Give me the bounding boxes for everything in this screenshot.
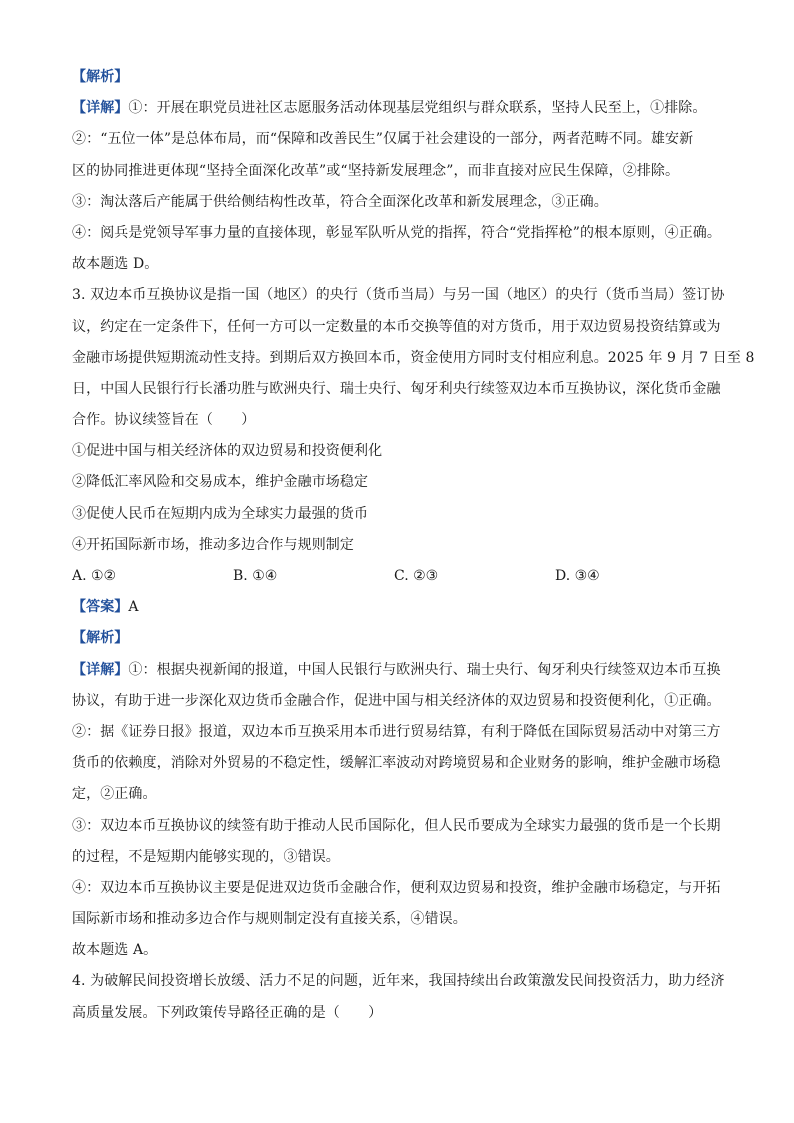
question-stem-line: 高质量发展。下列政策传导路径正确的是（ ）: [72, 1004, 383, 1021]
detail-line: ③：淘汰落后产能属于供给侧结构性改革，符合全面深化改革和新发展理念，③正确。: [72, 193, 608, 210]
detail-line: [72, 93, 732, 124]
question-stem-line: 4. 为破解民间投资增长放缓、活力不足的问题，近年来，我国持续出台政策激发民间投资活力，助力经济: [72, 973, 725, 990]
detail-line: ②：“五位一体”是总体布局，而“保障和改善民生”仅属于社会建设的一部分，两者范畴不同。雄安新: [72, 131, 694, 148]
option-d: D. ③④: [555, 568, 600, 584]
answer-line: [72, 592, 732, 623]
analysis-label: 【解析】: [72, 69, 129, 85]
detail-line: ③：双边本币互换协议的续签有助于推动人民币国际化，但人民币要成为全球实力最强的货币是一个长期: [72, 817, 721, 834]
detail-line: ④：阅兵是党领导军事力量的直接体现，彰显军队听从党的指挥，符合“党指挥枪”的根本原则，④正确。: [72, 224, 722, 241]
option-c: C. ②③: [394, 568, 439, 584]
detail-label: 【详解】: [72, 661, 129, 678]
question-stem-line: 3. 双边本币互换协议是指一国（地区）的央行（货币当局）与另一国（地区）的央行（货币当局）签订协: [72, 287, 725, 304]
detail-line: 的过程，不是短期内能够实现的，③错误。: [72, 848, 340, 865]
question-stem-line: 金融市场提供短期流动性支持。到期后双方换回本币，资金使用方同时支付相应利息。2025 年 9 月 7 日至 8: [72, 349, 755, 366]
conclusion-line: 故本题选 A。: [72, 942, 158, 959]
option-b: B. ①④: [233, 568, 278, 584]
detail-line: 定，②正确。: [72, 786, 157, 803]
detail-line: 货币的依赖度，消除对外贸易的不稳定性，缓解汇率波动对跨境贸易和企业财务的影响，维护金融市场稳: [72, 755, 721, 772]
detail-line: 协议，有助于进一步深化双边货币金融合作，促进中国与相关经济体的双边贸易和投资便利化，①正确。: [72, 692, 721, 709]
answer-label: 【答案】: [72, 599, 129, 616]
analysis-heading: [72, 62, 732, 93]
detail-label: 【详解】: [72, 100, 129, 117]
detail-line: ②：据《证券日报》报道，双边本币互换采用本币进行贸易结算，有利于降低在国际贸易活动中对第三方: [72, 723, 721, 740]
detail-line: ④：双边本币互换协议主要是促进双边货币金融合作，便利双边贸易和投资，维护金融市场稳定，与开拓: [72, 879, 721, 896]
option-a: A. ①②: [72, 568, 117, 584]
question-stem-line: 日，中国人民银行行长潘功胜与欧洲央行、瑞士央行、匈牙利央行续签双边本币互换协议，深化货币金融: [72, 380, 721, 397]
question-stem-line: 议，约定在一定条件下，任何一方可以一定数量的本币交换等值的对方货币，用于双边贸易投资结算或为: [72, 318, 721, 335]
answer-options: [72, 561, 732, 592]
question-stem-line: 合作。协议续签旨在（ ）: [72, 412, 256, 429]
statement-item: ④开拓国际新市场，推动多边合作与规则制定: [72, 536, 354, 553]
conclusion-line: 故本题选 D。: [72, 256, 159, 273]
detail-text: ①：根据央视新闻的报道，中国人民银行与欧洲央行、瑞士央行、匈牙利央行续签双边本币互换: [128, 661, 721, 678]
detail-text: ①：开展在职党员进社区志愿服务活动体现基层党组织与群众联系，坚持人民至上，①排除。: [128, 100, 707, 117]
detail-line: 区的协同推进更体现“坚持全面深化改革”或“坚持新发展理念”，而非直接对应民生保障，②排除。: [72, 162, 680, 179]
document-page: [72, 62, 755, 1029]
detail-line: [72, 655, 732, 686]
statement-item: ①促进中国与相关经济体的双边贸易和投资便利化: [72, 443, 383, 460]
analysis-heading: [72, 623, 732, 654]
statement-item: ③促使人民币在短期内成为全球实力最强的货币: [72, 505, 369, 522]
detail-line: 国际新市场和推动多边合作与规则制定没有直接关系，④错误。: [72, 911, 467, 928]
analysis-label: 【解析】: [72, 630, 129, 647]
answer-value: A: [128, 599, 139, 616]
statement-item: ②降低汇率风险和交易成本，维护金融市场稳定: [72, 474, 369, 491]
